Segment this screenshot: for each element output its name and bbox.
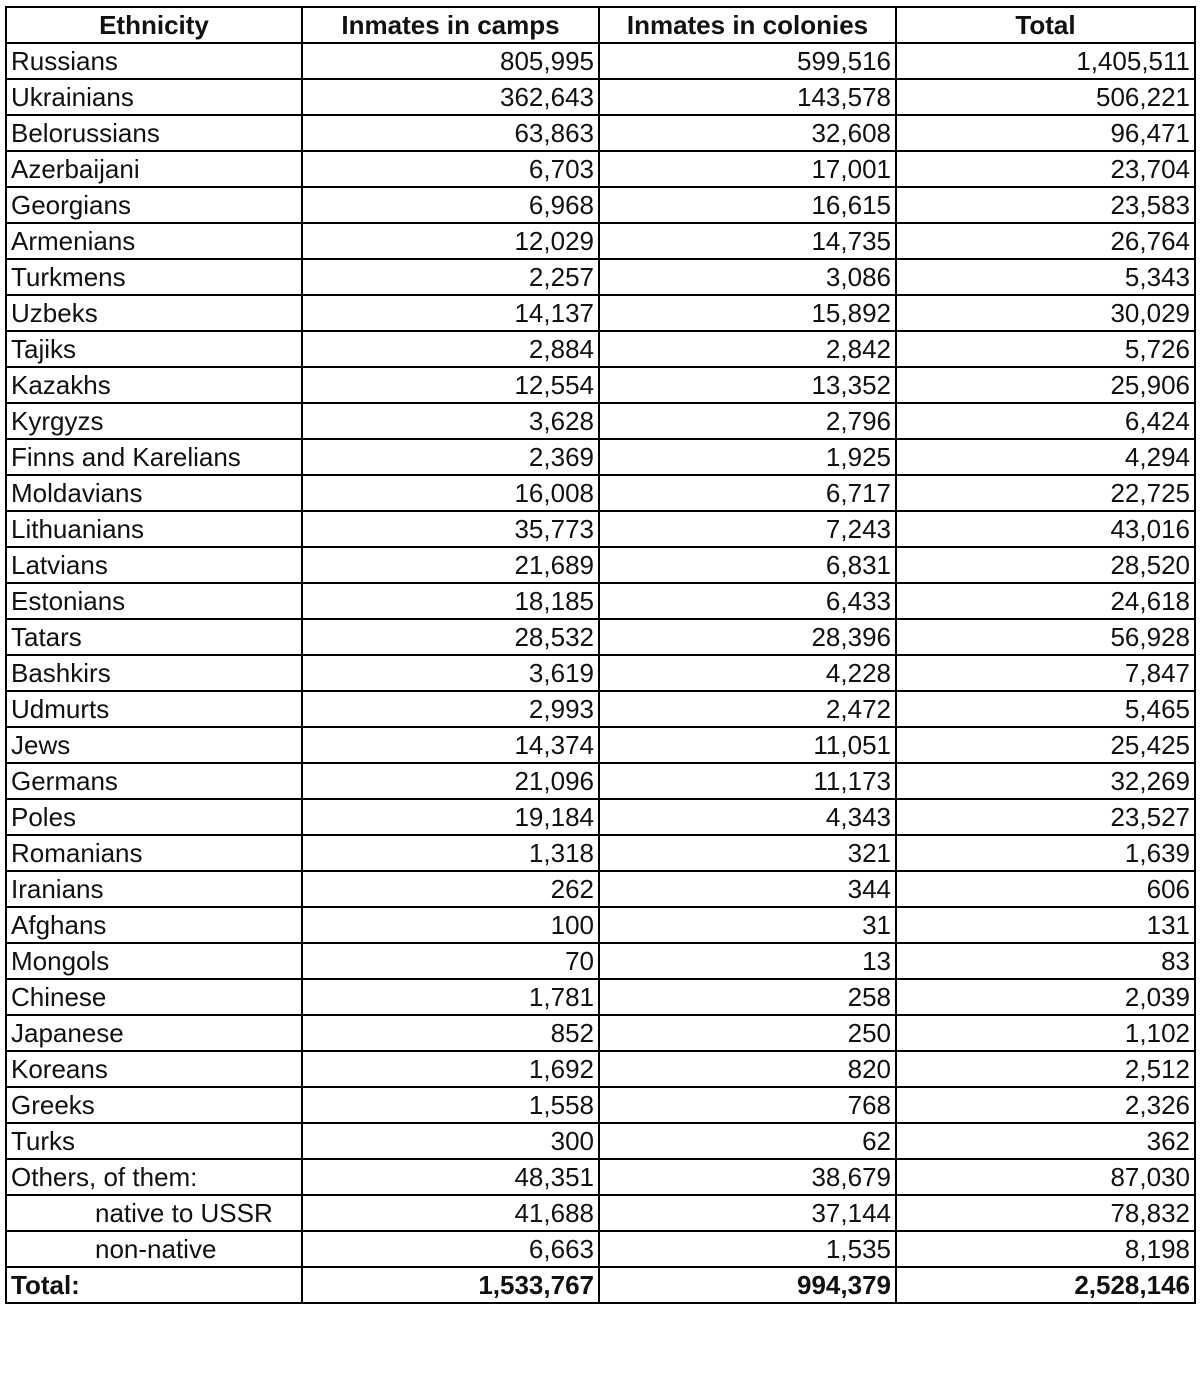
ethnicity-cell: Others, of them: <box>6 1159 302 1195</box>
colonies-cell: 258 <box>599 979 896 1015</box>
colonies-cell: 17,001 <box>599 151 896 187</box>
ethnicity-cell: Mongols <box>6 943 302 979</box>
camps-cell: 18,185 <box>302 583 599 619</box>
camps-cell: 21,689 <box>302 547 599 583</box>
total-cell: 5,465 <box>896 691 1195 727</box>
colonies-cell: 3,086 <box>599 259 896 295</box>
ethnicity-cell: Moldavians <box>6 475 302 511</box>
total-cell: 1,639 <box>896 835 1195 871</box>
table-row <box>6 1123 1195 1159</box>
table-row <box>6 907 1195 943</box>
ethnicity-cell: Tajiks <box>6 331 302 367</box>
ethnicity-cell: Estonians <box>6 583 302 619</box>
table-row <box>6 331 1195 367</box>
table-row <box>6 979 1195 1015</box>
table-row <box>6 871 1195 907</box>
camps-cell: 362,643 <box>302 79 599 115</box>
table-row <box>6 475 1195 511</box>
total-cell: 506,221 <box>896 79 1195 115</box>
camps-cell: 48,351 <box>302 1159 599 1195</box>
camps-cell: 805,995 <box>302 43 599 79</box>
total-cell: 362 <box>896 1123 1195 1159</box>
total-cell: 83 <box>896 943 1195 979</box>
camps-cell: 852 <box>302 1015 599 1051</box>
camps-cell: 1,318 <box>302 835 599 871</box>
camps-cell: 12,029 <box>302 223 599 259</box>
table-row <box>6 691 1195 727</box>
colonies-cell: 2,796 <box>599 403 896 439</box>
table-row <box>6 115 1195 151</box>
total-cell: 87,030 <box>896 1159 1195 1195</box>
colonies-cell: 599,516 <box>599 43 896 79</box>
table-row <box>6 367 1195 403</box>
ethnicity-inmates-table <box>5 6 1196 1304</box>
total-cell: 28,520 <box>896 547 1195 583</box>
camps-cell: 1,558 <box>302 1087 599 1123</box>
ethnicity-cell: Poles <box>6 799 302 835</box>
ethnicity-cell: native to USSR <box>6 1195 302 1231</box>
camps-cell: 100 <box>302 907 599 943</box>
colonies-cell: 321 <box>599 835 896 871</box>
camps-cell: 63,863 <box>302 115 599 151</box>
table-row <box>6 439 1195 475</box>
ethnicity-cell: Greeks <box>6 1087 302 1123</box>
ethnicity-cell: Ukrainians <box>6 79 302 115</box>
camps-cell: 14,137 <box>302 295 599 331</box>
total-cell: 56,928 <box>896 619 1195 655</box>
table-row <box>6 295 1195 331</box>
total-cell: 78,832 <box>896 1195 1195 1231</box>
colonies-cell: 7,243 <box>599 511 896 547</box>
table-row <box>6 1159 1195 1195</box>
table-row <box>6 1195 1195 1231</box>
table-row <box>6 547 1195 583</box>
total-cell: 25,425 <box>896 727 1195 763</box>
colonies-cell: 6,717 <box>599 475 896 511</box>
total-cell: 23,704 <box>896 151 1195 187</box>
camps-cell: 3,619 <box>302 655 599 691</box>
colonies-cell: 1,535 <box>599 1231 896 1267</box>
table-row <box>6 1015 1195 1051</box>
total-cell: 43,016 <box>896 511 1195 547</box>
colonies-cell: 4,228 <box>599 655 896 691</box>
ethnicity-cell: Finns and Karelians <box>6 439 302 475</box>
camps-cell: 300 <box>302 1123 599 1159</box>
total-cell: 22,725 <box>896 475 1195 511</box>
total-cell: 1,102 <box>896 1015 1195 1051</box>
ethnicity-cell: Japanese <box>6 1015 302 1051</box>
ethnicity-cell: Latvians <box>6 547 302 583</box>
colonies-cell: 6,433 <box>599 583 896 619</box>
total-cell: 2,512 <box>896 1051 1195 1087</box>
camps-cell: 2,369 <box>302 439 599 475</box>
total-cell: 2,326 <box>896 1087 1195 1123</box>
table-row <box>6 511 1195 547</box>
total-cell: 5,343 <box>896 259 1195 295</box>
camps-cell: 1,692 <box>302 1051 599 1087</box>
colonies-cell: 14,735 <box>599 223 896 259</box>
total-cell: 30,029 <box>896 295 1195 331</box>
header-total: Total <box>896 7 1195 43</box>
colonies-cell: 13 <box>599 943 896 979</box>
total-total: 2,528,146 <box>896 1267 1195 1303</box>
camps-cell: 6,663 <box>302 1231 599 1267</box>
header-row <box>6 7 1195 43</box>
table-row <box>6 583 1195 619</box>
ethnicity-cell: Iranians <box>6 871 302 907</box>
ethnicity-cell: Kazakhs <box>6 367 302 403</box>
ethnicity-cell: Bashkirs <box>6 655 302 691</box>
camps-cell: 1,781 <box>302 979 599 1015</box>
table-row <box>6 799 1195 835</box>
table-row <box>6 655 1195 691</box>
total-cell: 23,583 <box>896 187 1195 223</box>
total-cell: 6,424 <box>896 403 1195 439</box>
table-row <box>6 43 1195 79</box>
colonies-cell: 16,615 <box>599 187 896 223</box>
total-camps: 1,533,767 <box>302 1267 599 1303</box>
ethnicity-cell: Udmurts <box>6 691 302 727</box>
camps-cell: 6,703 <box>302 151 599 187</box>
colonies-cell: 768 <box>599 1087 896 1123</box>
header-inmates-in-colonies: Inmates in colonies <box>599 7 896 43</box>
colonies-cell: 143,578 <box>599 79 896 115</box>
colonies-cell: 1,925 <box>599 439 896 475</box>
ethnicity-cell: Jews <box>6 727 302 763</box>
camps-cell: 21,096 <box>302 763 599 799</box>
camps-cell: 2,257 <box>302 259 599 295</box>
table-row <box>6 763 1195 799</box>
table-row <box>6 187 1195 223</box>
ethnicity-cell: Turks <box>6 1123 302 1159</box>
colonies-cell: 11,051 <box>599 727 896 763</box>
colonies-cell: 2,472 <box>599 691 896 727</box>
total-colonies: 994,379 <box>599 1267 896 1303</box>
ethnicity-cell: Georgians <box>6 187 302 223</box>
table-row <box>6 1051 1195 1087</box>
total-cell: 24,618 <box>896 583 1195 619</box>
colonies-cell: 2,842 <box>599 331 896 367</box>
camps-cell: 12,554 <box>302 367 599 403</box>
ethnicity-cell: Germans <box>6 763 302 799</box>
colonies-cell: 37,144 <box>599 1195 896 1231</box>
ethnicity-cell: Lithuanians <box>6 511 302 547</box>
colonies-cell: 15,892 <box>599 295 896 331</box>
ethnicity-cell: Romanians <box>6 835 302 871</box>
table-row <box>6 1231 1195 1267</box>
ethnicity-cell: Turkmens <box>6 259 302 295</box>
colonies-cell: 6,831 <box>599 547 896 583</box>
total-cell: 131 <box>896 907 1195 943</box>
total-cell: 8,198 <box>896 1231 1195 1267</box>
camps-cell: 3,628 <box>302 403 599 439</box>
total-cell: 32,269 <box>896 763 1195 799</box>
total-cell: 23,527 <box>896 799 1195 835</box>
camps-cell: 70 <box>302 943 599 979</box>
table-row <box>6 259 1195 295</box>
ethnicity-cell: non-native <box>6 1231 302 1267</box>
camps-cell: 41,688 <box>302 1195 599 1231</box>
total-cell: 26,764 <box>896 223 1195 259</box>
camps-cell: 2,993 <box>302 691 599 727</box>
camps-cell: 35,773 <box>302 511 599 547</box>
total-cell: 5,726 <box>896 331 1195 367</box>
camps-cell: 6,968 <box>302 187 599 223</box>
ethnicity-cell: Armenians <box>6 223 302 259</box>
ethnicity-cell: Uzbeks <box>6 295 302 331</box>
colonies-cell: 32,608 <box>599 115 896 151</box>
total-cell: 4,294 <box>896 439 1195 475</box>
colonies-cell: 28,396 <box>599 619 896 655</box>
table-row <box>6 1087 1195 1123</box>
ethnicity-cell: Koreans <box>6 1051 302 1087</box>
camps-cell: 262 <box>302 871 599 907</box>
camps-cell: 14,374 <box>302 727 599 763</box>
ethnicity-cell: Afghans <box>6 907 302 943</box>
colonies-cell: 38,679 <box>599 1159 896 1195</box>
ethnicity-cell: Tatars <box>6 619 302 655</box>
colonies-cell: 62 <box>599 1123 896 1159</box>
colonies-cell: 250 <box>599 1015 896 1051</box>
table-row <box>6 151 1195 187</box>
ethnicity-cell: Azerbaijani <box>6 151 302 187</box>
colonies-cell: 11,173 <box>599 763 896 799</box>
table-row <box>6 79 1195 115</box>
header-inmates-in-camps: Inmates in camps <box>302 7 599 43</box>
total-cell: 96,471 <box>896 115 1195 151</box>
total-cell: 7,847 <box>896 655 1195 691</box>
total-cell: 1,405,511 <box>896 43 1195 79</box>
camps-cell: 28,532 <box>302 619 599 655</box>
camps-cell: 19,184 <box>302 799 599 835</box>
ethnicity-cell: Belorussians <box>6 115 302 151</box>
ethnicity-cell: Kyrgyzs <box>6 403 302 439</box>
ethnicity-cell: Chinese <box>6 979 302 1015</box>
table-row <box>6 619 1195 655</box>
table-row <box>6 223 1195 259</box>
colonies-cell: 4,343 <box>599 799 896 835</box>
total-cell: 2,039 <box>896 979 1195 1015</box>
header-ethnicity: Ethnicity <box>6 7 302 43</box>
table-row <box>6 835 1195 871</box>
table-row <box>6 403 1195 439</box>
colonies-cell: 31 <box>599 907 896 943</box>
table-row <box>6 943 1195 979</box>
total-cell: 25,906 <box>896 367 1195 403</box>
colonies-cell: 820 <box>599 1051 896 1087</box>
table-row <box>6 727 1195 763</box>
colonies-cell: 344 <box>599 871 896 907</box>
total-row <box>6 1267 1195 1303</box>
camps-cell: 16,008 <box>302 475 599 511</box>
colonies-cell: 13,352 <box>599 367 896 403</box>
total-label: Total: <box>6 1267 302 1303</box>
total-cell: 606 <box>896 871 1195 907</box>
ethnicity-cell: Russians <box>6 43 302 79</box>
camps-cell: 2,884 <box>302 331 599 367</box>
